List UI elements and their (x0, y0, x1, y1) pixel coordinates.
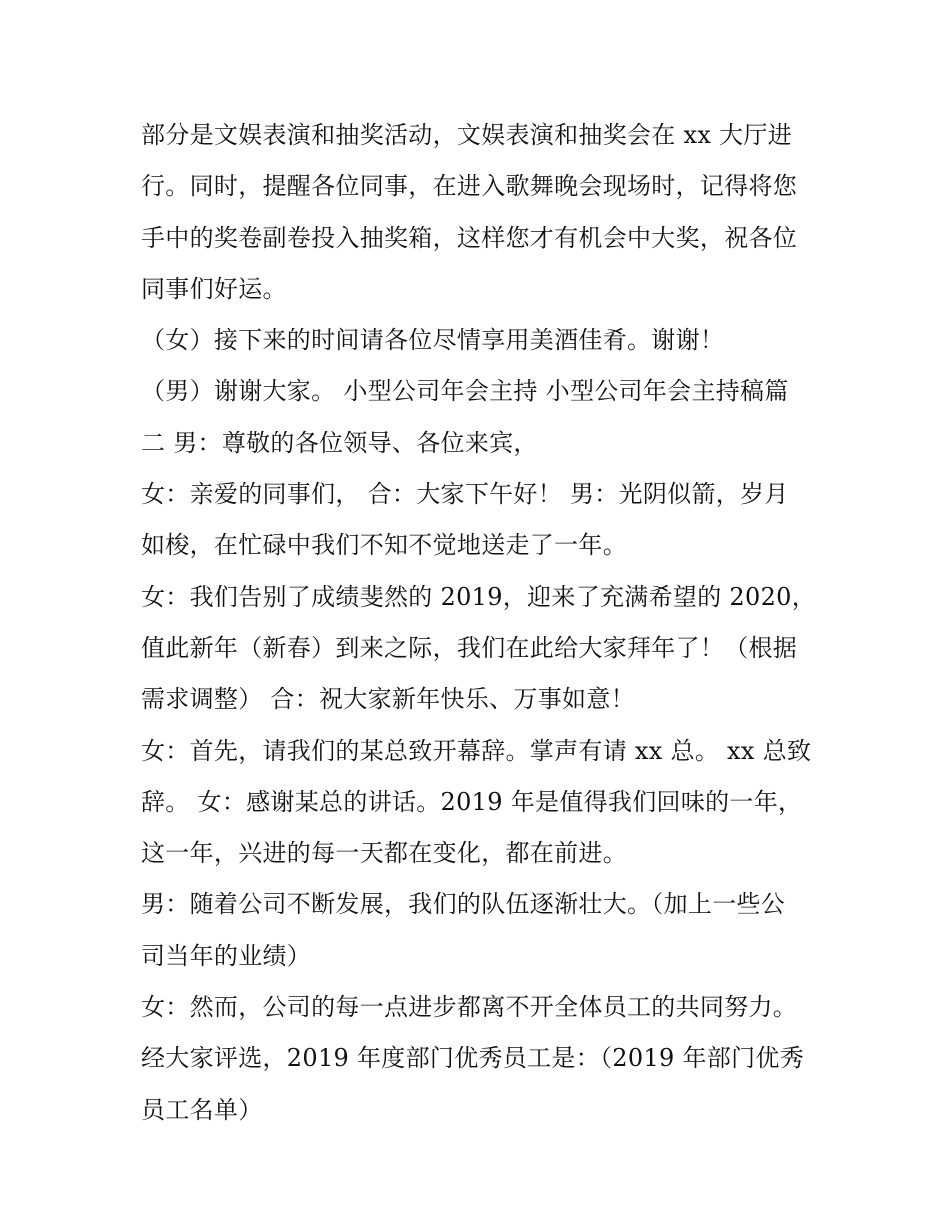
text-line: 部分是文娱表演和抽奖活动，文娱表演和抽奖会在 xx 大厅进 (141, 121, 793, 149)
text-line: 如梭，在忙碌中我们不知不觉地送走了一年。 (141, 531, 627, 560)
text-line: （男）谢谢大家。 小型公司年会主持 小型公司年会主持稿篇 (141, 377, 789, 406)
document-body (141, 110, 831, 1136)
text-line: 这一年，兴进的每一天都在变化，都在前进。 (141, 839, 627, 868)
text-line: 同事们好运。 (141, 274, 287, 303)
text-line: 经大家评选，2019 年度部门优秀员工是：（2019 年部门优秀 (141, 1044, 805, 1073)
text-line: 值此新年（新春）到来之际，我们在此给大家拜年了！（根据 (141, 633, 798, 662)
text-line: 需求调整） 合：祝大家新年快乐、万事如意！ (141, 685, 635, 714)
text-line: 司当年的业绩） (141, 941, 312, 970)
text-line: 女：首先，请我们的某总致开幕辞。掌声有请 xx 总。 xx 总致 (141, 736, 812, 765)
text-line: 女：我们告别了成绩斐然的 2019，迎来了充满希望的 2020， (141, 582, 817, 611)
text-line: （女）接下来的时间请各位尽情享用美酒佳肴。谢谢！ (141, 326, 725, 355)
text-line: 辞。 女：感谢某总的讲话。2019 年是值得我们回味的一年， (141, 787, 803, 816)
text-line: 手中的奖卷副卷投入抽奖箱，这样您才有机会中大奖，祝各位 (141, 223, 798, 252)
text-line: 员工名单） (141, 1095, 263, 1124)
text-line: 行。同时，提醒各位同事，在进入歌舞晚会现场时，记得将您 (141, 172, 798, 201)
text-line: 男：随着公司不断发展，我们的队伍逐渐壮大。（加上一些公 (141, 890, 786, 919)
text-line: 二 男：尊敬的各位领导、各位来宾， (141, 428, 538, 457)
text-line: 女：然而，公司的每一点进步都离不开全体员工的共同努力。 (141, 993, 798, 1022)
text-line: 女：亲爱的同事们， 合：大家下午好！ 男：光阴似箭，岁月 (141, 480, 789, 509)
